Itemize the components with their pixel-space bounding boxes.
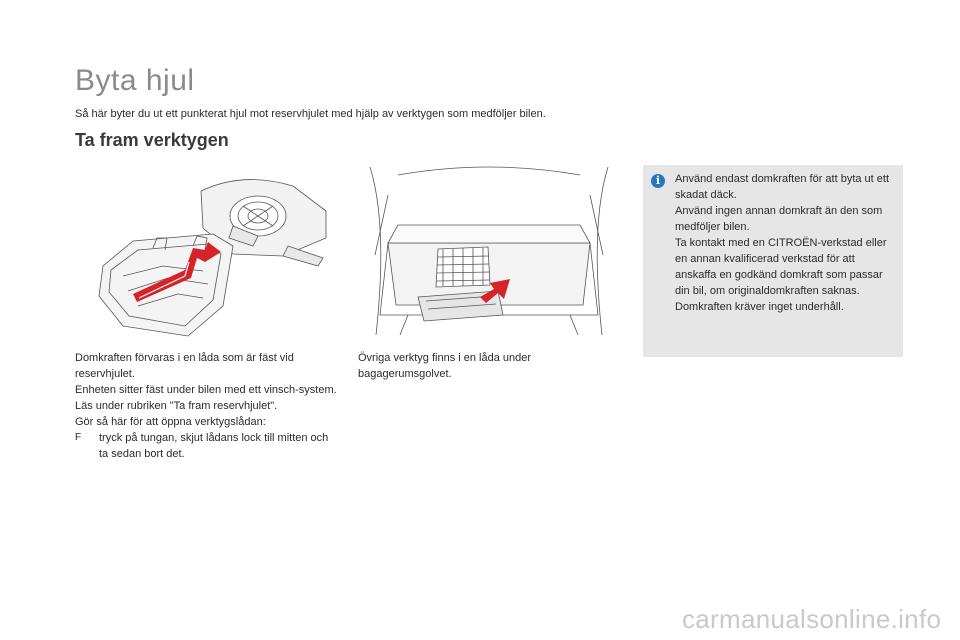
info-line: Domkraften kräver inget underhåll. (675, 301, 844, 313)
boot-illustration (358, 165, 620, 340)
bullet-icon: F (75, 432, 82, 443)
info-text (675, 171, 895, 315)
toolbox-illustration (93, 166, 333, 341)
intro-text: Så här byter du ut ett punkterat hjul mot reservhjulet med hjälp av verktygen som medföljer bilen. (75, 108, 546, 120)
page-title: Byta hjul (75, 64, 195, 97)
toolbox-description (75, 350, 337, 462)
text-line: Enheten sitter fäst under bilen med ett vinsch-system. (75, 384, 337, 396)
text-line: Domkraften förvaras i en låda som är fäst vid reservhjulet. (75, 352, 294, 380)
bullet-text: tryck på tungan, skjut lådans lock till mitten och ta sedan bort det. (99, 432, 329, 460)
text-line: Övriga verktyg finns i en låda under bagagerumsgolvet. (358, 352, 532, 380)
section-title: Ta fram verktygen (75, 130, 229, 150)
text-line: Gör så här för att öppna verktygslådan: (75, 416, 266, 428)
info-icon: i (651, 174, 665, 188)
info-line: Använd ingen annan domkraft än den som medföljer bilen. (675, 205, 883, 233)
text-line: Läs under rubriken "Ta fram reservhjulet". (75, 400, 278, 412)
bullet-item (75, 430, 337, 462)
info-line: Använd endast domkraften för att byta ut ett skadat däck. (675, 173, 890, 201)
watermark: carmanualsonline.info (682, 604, 942, 634)
boot-description (358, 350, 598, 382)
info-line: Ta kontakt med en CITROËN-verkstad eller en annan kvalificerad verkstad för att anskaffa en godkänd domkraft som passar din bil, om originaldomkraften saknas. (675, 237, 887, 297)
info-box (643, 165, 903, 357)
